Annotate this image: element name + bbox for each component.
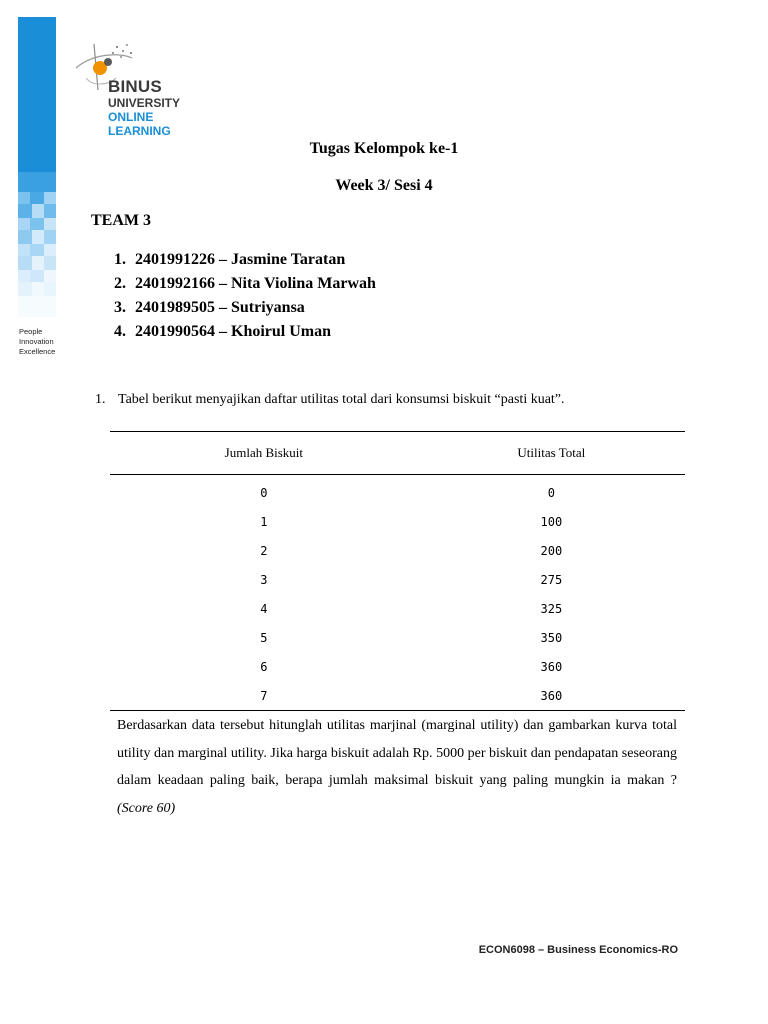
table-row: 3 275 <box>260 572 563 587</box>
brand-tagline <box>19 327 55 357</box>
table-row: 2 200 <box>260 543 563 558</box>
tagline-line: People <box>19 327 43 336</box>
course-footer: ECON6098 – Business Economics-RO <box>478 944 678 956</box>
logo-university: UNIVERSITY <box>108 96 181 110</box>
logo-binus: BINUS <box>108 77 162 96</box>
question-body <box>117 712 677 822</box>
question-intro <box>95 392 565 408</box>
tagline-line: Innovation <box>19 337 54 346</box>
question-number: 1. <box>95 392 106 407</box>
team-member-list <box>114 250 376 346</box>
logo-learning: LEARNING <box>108 124 171 138</box>
assignment-title: Tugas Kelompok ke-1 <box>309 140 459 157</box>
team-member: 3. 2401989505 – Sutriyansa <box>114 299 305 316</box>
side-brand-bar <box>18 17 56 317</box>
table-row: 1 100 <box>260 514 563 529</box>
column-header: Jumlah Biskuit <box>110 432 418 475</box>
table-row: 7 360 <box>110 681 685 711</box>
column-header: Utilitas Total <box>418 432 685 475</box>
table-row: 5 350 <box>260 630 563 645</box>
tagline-line: Excellence <box>19 347 56 356</box>
logo-online: ONLINE <box>108 110 154 124</box>
team-member: 2. 2401992166 – Nita Violina Marwah <box>114 275 376 292</box>
team-member: 1. 2401991226 – Jasmine Taratan <box>114 251 346 268</box>
question-body-text: Berdasarkan data tersebut hitunglah utilitas marjinal (marginal utility) dan gambarkan kurva total utility dan marginal utility. Jika harga biskuit adalah Rp. 5000 per biskuit dan pendapatan seseorang dalam keadaan paling baik, berapa jumlah maksimal biskuit yang paling mungkin ia makan ? <box>117 718 677 788</box>
table-header-row <box>110 432 685 475</box>
question-score: (Score 60) <box>117 800 176 816</box>
assignment-subtitle: Week 3/ Sesi 4 <box>335 177 433 194</box>
table-row: 6 360 <box>260 659 563 674</box>
question-intro-text: Tabel berikut menyajikan daftar utilitas total dari konsumsi biskuit “pasti kuat”. <box>118 392 565 407</box>
table-row: 4 325 <box>260 601 563 616</box>
team-name: TEAM 3 <box>91 212 151 229</box>
binus-logo-wordmark <box>108 78 180 138</box>
team-member: 4. 2401990564 – Khoirul Uman <box>114 323 332 340</box>
utility-table <box>110 431 685 711</box>
table-row: 0 0 <box>260 485 555 500</box>
